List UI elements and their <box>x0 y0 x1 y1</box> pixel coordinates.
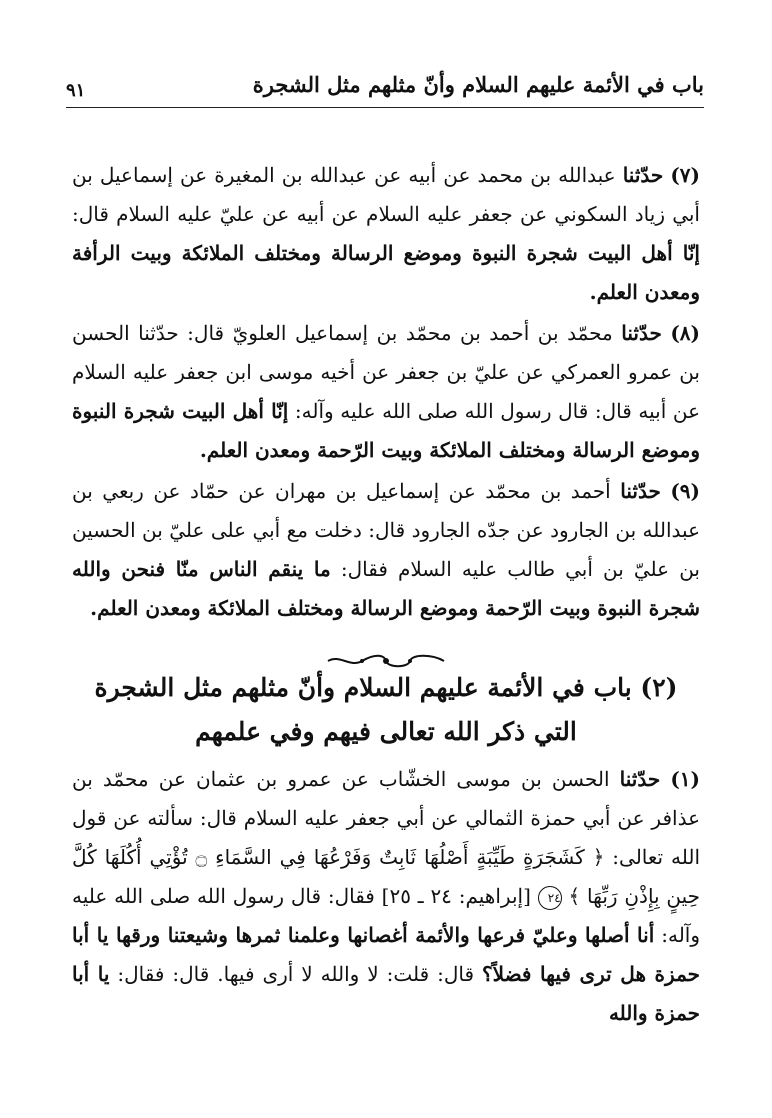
page-body <box>72 156 700 1035</box>
hadith-8 <box>72 314 700 470</box>
hadith-matn: أنا أصلها وعليّ فرعها والأئمة أغصانها وعلمنا ثمرها وشيعتنا ورقها يا أبا حمزة هل ترى فيها فضلاً؟ <box>72 923 700 986</box>
header-title: باب في الأئمة عليهم السلام وأنّ مثلهم مثل الشجرة <box>252 72 704 97</box>
hadith-lead: حدّثنا <box>622 163 664 187</box>
hadith-number: (١) <box>670 767 701 791</box>
hadith-9 <box>72 472 700 628</box>
page-number: ٩١ <box>66 80 86 101</box>
ayah-number-marker: ٢٤ <box>538 886 562 910</box>
hadith-lead: حدّثنا <box>619 767 661 791</box>
hadith-narration: قال: قلت: لا والله لا أرى فيها. قال: فقال: <box>117 962 475 986</box>
hadith-matn: إنّا أهل البيت شجرة النبوة وموضع الرسالة ومختلف الملائكة وبيت الرّحمة ومعدن العلم. <box>72 399 700 462</box>
hadith-chain: الحسن بن موسى الخشّاب عن عمرو بن عثمان عن محمّد بن عذافر عن أبي حمزة الثمالي عن أبي جعفر عليه السلام قال: سألته عن قول الله تعالى: <box>72 767 701 869</box>
chapter-heading <box>72 666 700 754</box>
hadith-number: (٨) <box>670 321 700 345</box>
hadith-matn-continued: يا أبا حمزة والله <box>72 962 700 1025</box>
running-header <box>66 64 704 108</box>
ornament-divider <box>72 640 700 658</box>
hadith-chain: محمّد بن أحمد بن محمّد بن إسماعيل العلويّ قال: حدّثنا الحسن بن عمرو العمركي عن عليّ بن جعفر عن أخيه موسى ابن جعفر عليه السلام عن أبيه قال: قال رسول الله صلى الله عليه وآله: <box>72 321 700 423</box>
hadith-chapter-1 <box>72 760 700 1033</box>
hadith-lead: حدّثنا <box>621 321 662 345</box>
hadith-matn: ما ينقم الناس منّا فنحن والله شجرة النبوة وبيت الرّحمة وموضع الرسالة ومختلف الملائكة ومعدن العلم. <box>72 557 700 620</box>
hadith-chain: عبدالله بن محمد عن أبيه عن عبدالله بن المغيرة عن إسماعيل بن أبي زياد السكوني عن جعفر عليه السلام عن أبيه عن عليّ عليه السلام قال: <box>72 163 700 226</box>
chapter-heading-line2: التي ذكر الله تعالى فيهم وفي علمهم <box>195 717 577 746</box>
chapter-heading-line1: (٢) باب في الأئمة عليهم السلام وأنّ مثلهم مثل الشجرة <box>94 673 678 702</box>
hadith-lead: حدّثنا <box>620 479 661 503</box>
quran-citation: [إبراهيم: ٢٤ ـ ٢٥] فقال: قال رسول الله صلى الله عليه وآله: <box>72 884 701 947</box>
hadith-matn: إنّا أهل البيت شجرة النبوة وموضع الرسالة ومختلف الملائكة وبيت الرأفة ومعدن العلم. <box>72 241 700 304</box>
hadith-chain: أحمد بن محمّد عن إسماعيل بن مهران عن حمّاد عن ربعي بن عبدالله بن الجارود عن جدّه الجارود قال: دخلت مع أبي على عليّ بن الحسين بن عليّ بن أبي طالب عليه السلام فقال: <box>72 479 700 581</box>
quran-verse: ﴿ كَشَجَرَةٍ طَيِّبَةٍ أَصْلُهَا ثَابِتٌ وَفَرْعُهَا فِي السَّمَاءِ ۝ تُؤْتِي أُكُلَهَا كُلَّ حِينٍ بِإِذْنِ رَبِّهَا ﴾ <box>72 845 701 908</box>
hadith-7 <box>72 156 700 312</box>
hadith-number: (٧) <box>670 163 701 187</box>
hadith-number: (٩) <box>670 479 700 503</box>
header-rule <box>66 107 704 108</box>
